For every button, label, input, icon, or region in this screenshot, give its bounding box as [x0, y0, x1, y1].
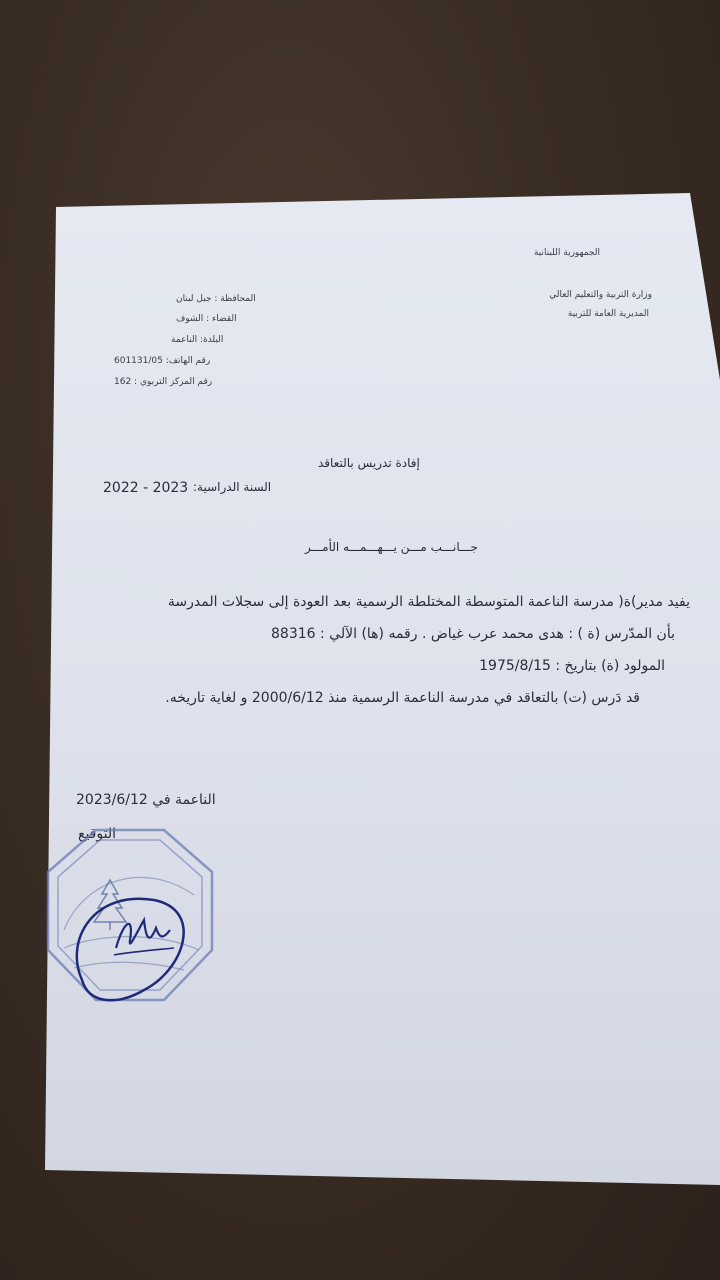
- school-year-label: السنة الدراسية:: [193, 480, 272, 494]
- body-line-1: يفيد مدير)ة( مدرسة الناعمة المتوسطة المختلطة الرسمية بعد العودة إلى سجلات المدرسة: [167, 594, 690, 610]
- phone-field: رقم الهاتف: 601131/05: [114, 356, 211, 366]
- body-line-3: المولود (ة) بتاريخ : 1975/8/15: [479, 658, 665, 674]
- town-field: البلدة: الناعمة: [171, 335, 224, 345]
- center-number-field: رقم المركز التربوي : 162: [114, 377, 213, 387]
- directorate-name: المديرية العامة للتربية: [567, 309, 649, 319]
- body-line-4: قد دَرس (ت) بالتعاقد في مدرسة الناعمة الرسمية منذ 2000/6/12 و لغاية تاريخه.: [165, 690, 640, 706]
- official-stamp: [34, 820, 224, 1015]
- ministry-name: وزارة التربية والتعليم العالي: [549, 290, 652, 300]
- school-year-value: 2022 - 2023: [103, 480, 189, 496]
- body-line-2: بأن المدّرس (ة ) : هدى محمد عرب غياض . رقمه (ها) الآلي : 88316: [271, 626, 675, 642]
- place-and-date: الناعمة في 2023/6/12: [76, 792, 216, 808]
- district-field: القضاء : الشوف: [176, 314, 237, 324]
- governorate-field: المحافظة : جبل لبنان: [176, 294, 256, 304]
- signature-label: التوقيع: [78, 826, 116, 842]
- signature-mark: [77, 899, 184, 1001]
- country-name: الجمهورية اللبنانية: [533, 248, 600, 258]
- document-title: إفادة تدريس بالتعاقد: [318, 456, 420, 470]
- salutation: جـــانـــب مـــن يـــهـــمـــه الأمـــر: [305, 540, 478, 554]
